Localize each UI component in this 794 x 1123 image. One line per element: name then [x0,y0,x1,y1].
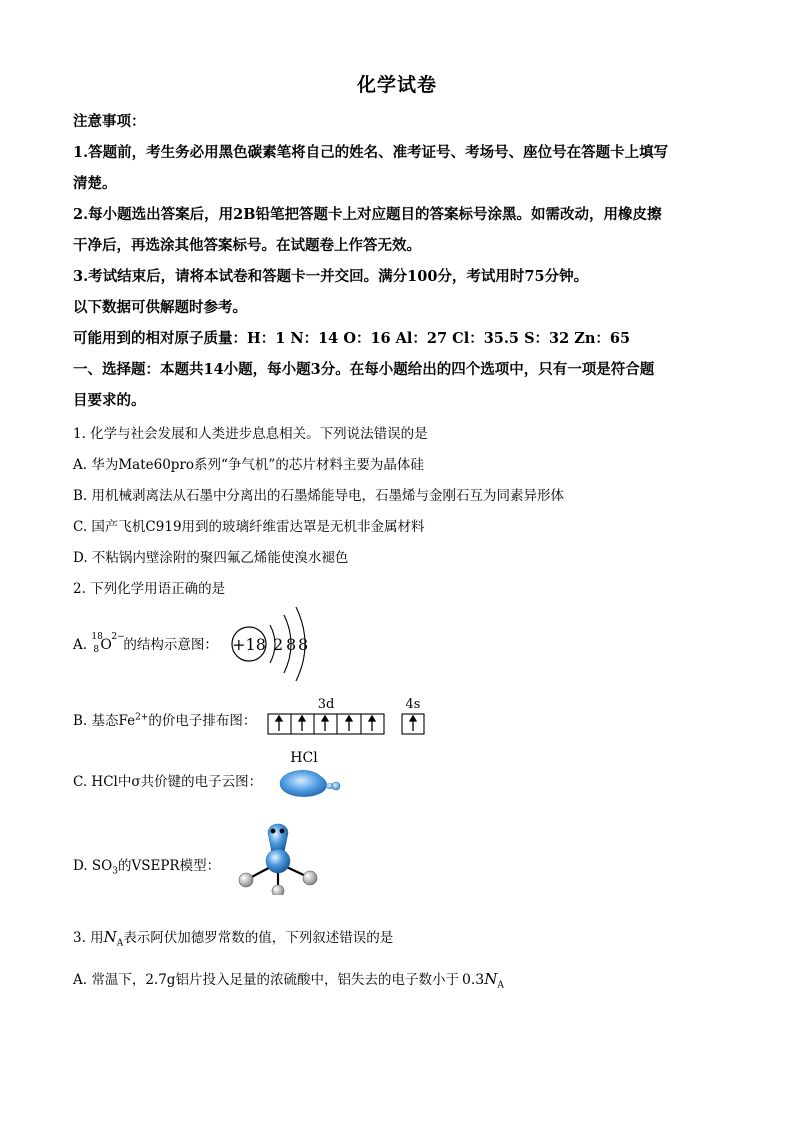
so3-vsepr-model [234,815,324,895]
ligand-ball-bottom [272,885,284,895]
q1-option-d: D. 不粘锅内壁涂附的聚四氟乙烯能使溴水褪色 [73,550,349,566]
ligand-ball-left [239,873,253,887]
atomic-mass-list: 可能用到的相对原子质量：H：1 N：14 O：16 Al：27 Cl：35.5 S：32 Zn：65 [73,330,631,347]
label-4s: 4s [405,697,421,712]
shell-2-electrons: 8 [286,635,297,654]
q2-option-b: B. 基态$Fe^{2+}$的价电子排布图： [73,712,257,729]
q1-option-b: B. 用机械剥离法从石墨中分离出的石墨烯能导电，石墨烯与金刚石互为同素异形体 [73,488,565,504]
shell-3-electrons: 8 [298,635,309,654]
notice-item-1-cont: 清楚。 [73,175,117,192]
notice-heading: 注意事项： [73,113,146,130]
section-heading: 一、选择题：本题共14小题，每小题3分。在每小题给出的四个选项中，只有一项是符合题 [73,361,655,378]
h-lobe [332,782,340,790]
q2-option-c: C. HCl中σ共价键的电子云图： [73,774,263,790]
q1-stem: 1. 化学与社会发展和人类进步息息相关。下列说法错误的是 [73,426,428,442]
q3-option-a: A. 常温下，2.7g铝片投入足量的浓硫酸中，铝失去的电子数小于 $0.3N_A$ [73,970,504,991]
q2-option-a: A. 18 8 O 2− 的结构示意图： [73,631,218,655]
lone-pair-lobe [268,824,288,853]
ligand-ball-right [303,871,317,885]
cl-lobe [280,770,327,796]
notice-item-3: 3.考试结束后，请将本试卷和答题卡一并交回。满分100分，考试用时75分钟。 [73,268,589,285]
data-reference: 以下数据可供解题时参考。 [73,299,247,316]
shell-1-electrons: 2 [273,635,284,654]
q1-option-c: C. 国产飞机C919用到的玻璃纤维雷达罩是无机非金属材料 [73,519,425,535]
3d-orbital-boxes [268,714,424,734]
q2-option-d: D. $SO_3$的VSEPR模型： [73,858,221,877]
lone-pair-dot-2 [280,829,285,834]
q1-option-a: A. 华为Mate60pro系列“争气机”的芯片材料主要为晶体硅 [73,457,424,473]
oxygen-ion-nuclide: 18 8 O 2− [91,631,125,655]
fe-orbital-diagram [264,692,434,738]
central-atom [266,849,290,873]
q2-stem: 2. 下列化学用语正确的是 [73,581,226,597]
label-3d: 3d [317,697,335,712]
hcl-electron-cloud [270,748,350,804]
q3-stem: 3. 用$N_A$表示阿伏加德罗常数的值，下列叙述错误的是 [73,928,394,949]
notice-item-2-cont: 干净后，再选涂其他答案标号。在试题卷上作答无效。 [73,237,421,254]
section-heading-cont: 目要求的。 [73,392,146,409]
hcl-label: HCl [290,750,318,766]
lone-pair-dot-1 [271,829,276,834]
notice-item-2: 2.每小题选出答案后，用2B铅笔把答题卡上对应题目的答案标号涂黑。如需改动，用橡皮擦 [73,206,662,223]
page-title: 化学试卷 [356,74,437,96]
notice-item-1: 1.答题前，考生务必用黑色碳素笔将自己的姓名、准考证号、考场号、座位号在答题卡上填写 [73,144,669,161]
nucleus-charge: +18 [232,635,266,654]
spin-up-arrows [276,716,416,731]
atomic-structure-diagram [226,603,326,685]
